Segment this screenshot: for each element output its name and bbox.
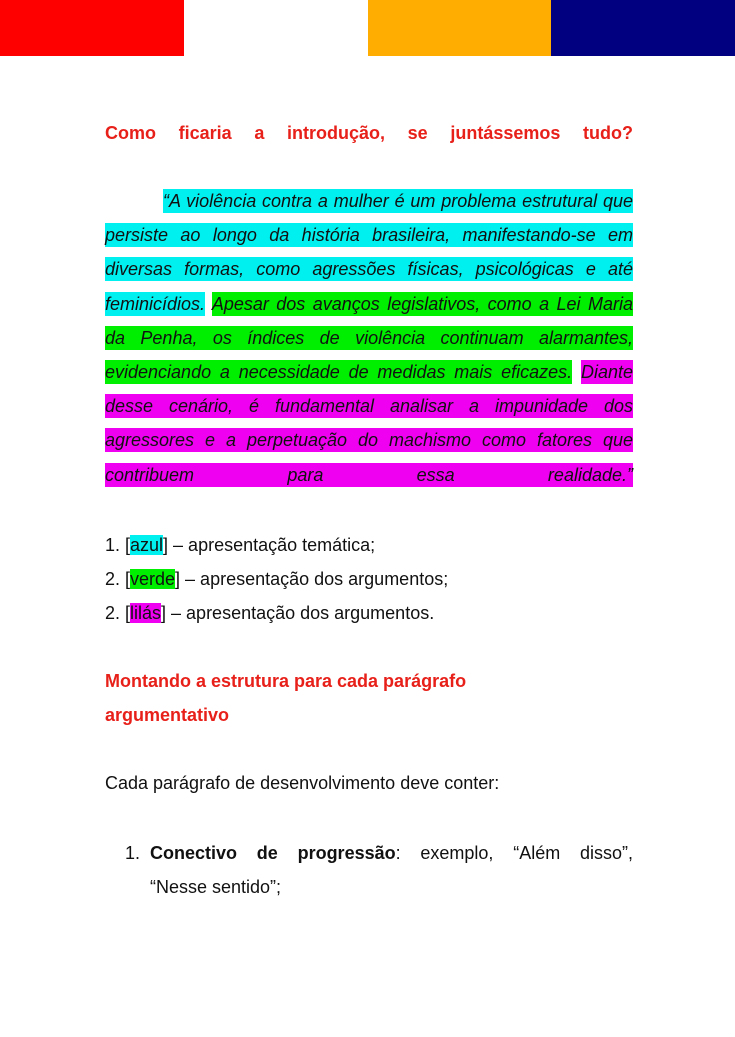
legend-item: 2. [lilás] – apresentação dos argumentos.: [105, 603, 435, 623]
intro-paragraph: [105, 184, 633, 492]
list-number: 1.: [125, 843, 141, 863]
legend-item: 2. [verde] – apresentação dos argumentos;: [105, 569, 449, 589]
list-item-term: Conectivo de progressão: [150, 843, 396, 863]
top-color-bar: [0, 0, 735, 56]
body-paragraph: Cada parágrafo de desenvolvimento deve conter:: [105, 773, 500, 793]
numbered-list: [125, 836, 633, 904]
legend-color-word: azul: [130, 535, 164, 555]
color-segment-white: [184, 0, 368, 56]
legend-color-word: lilás: [130, 603, 162, 623]
color-segment-red: [0, 0, 184, 56]
color-segment-orange: [368, 0, 552, 56]
theme-highlight: “A violência contra a mulher é um problema estrutural que persiste ao longo da história brasileira, manifestando-se em diversas formas, como agressões físicas, psicológicas e até feminicídios.: [105, 191, 633, 314]
list-item: 1. Conectivo de progressão: exemplo, “Além disso”, “Nesse sentido”;: [125, 836, 633, 904]
legend-item: 1. [azul] – apresentação temática;: [105, 535, 376, 555]
section-heading-structure: Montando a estrutura para cada parágrafo argumentativo: [105, 671, 467, 725]
color-segment-navy: [551, 0, 735, 56]
legend-color-word: verde: [130, 569, 176, 589]
argument2-highlight: Diante desse cenário, é fundamental analisar a impunidade dos agressores e a perpetuação do machismo como fatores que contribuem para essa realidade.”: [105, 362, 633, 485]
color-legend: [105, 528, 665, 630]
argument1-highlight: Apesar dos avanços legislativos, como a Lei Maria da Penha, os índices de violência continuam alarmantes, evidenciando a necessidade de medidas mais eficazes.: [105, 293, 633, 383]
section-heading-intro: Como ficaria a introdução, se juntássemos tudo?: [105, 123, 633, 143]
